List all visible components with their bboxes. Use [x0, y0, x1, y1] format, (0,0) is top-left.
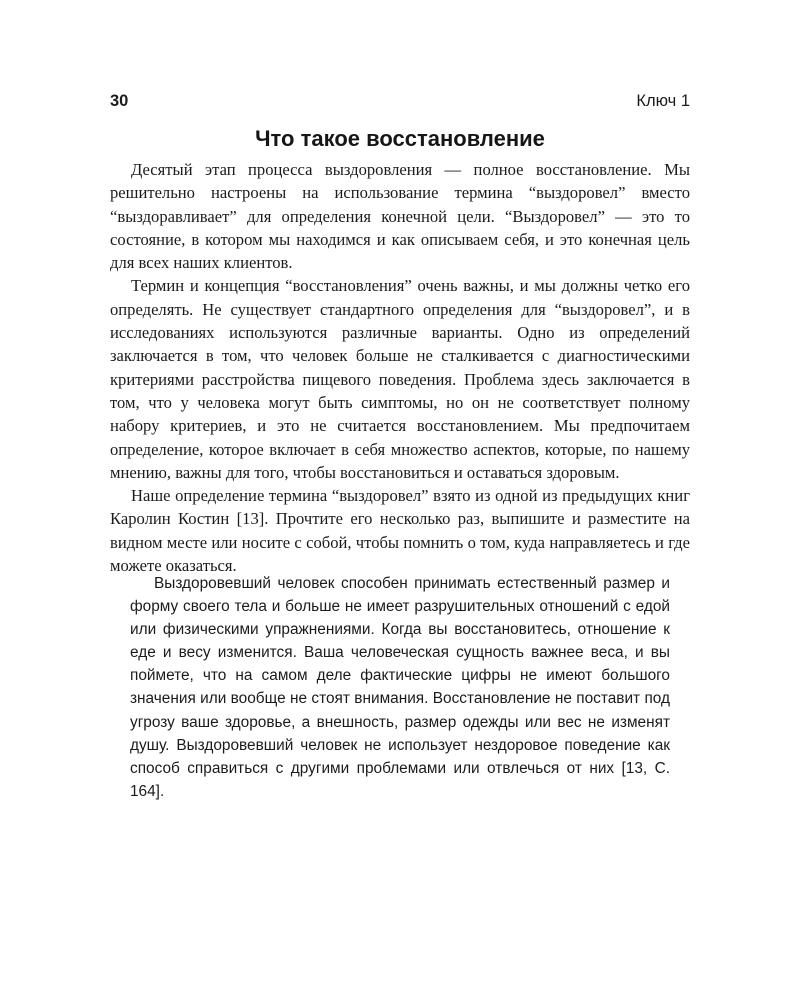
block-quote [130, 572, 670, 803]
body-text [110, 158, 690, 577]
paragraph-2: Термин и концепция “восстановления” очень важны, и мы должны четко его определять. Не существует стандартного определения для “выздоровел”, и в исследованиях используются различные варианты. Одно из определений заключается в том, что человек больше не сталкивается с диагностическими критериями расстройства пищевого поведения. Проблема здесь заключается в том, что у человека могут быть симптомы, но он не соответствует полному набору критериев, и это не считается восстановлением. Мы предпочитаем определение, которое включает в себя множество аспектов, которые, по нашему мнению, важны для того, чтобы восстановиться и оставаться здоровым. [110, 276, 690, 482]
paragraph-3: Наше определение термина “выздоровел” взято из одной из предыдущих книг Каролин Костин [13]. Прочтите его несколько раз, выпишите и разместите на видном месте или носите с собой, чтобы помнить о том, куда направляетесь и где можете оказаться. [110, 486, 690, 576]
paragraph-1: Десятый этап процесса выздоровления — полное восстановление. Мы решительно настроены на использование термина “выздоровел” вместо “выздоравливает” для определения конечной цели. “Выздоровел” — это то состояние, в котором мы находимся и как описываем себя, и это конечная цель для всех наших клиентов. [110, 160, 690, 273]
chapter-label: Ключ 1 [636, 92, 690, 110]
running-head [110, 92, 690, 116]
quote-text: Выздоровевший человек способен принимать естественный размер и форму своего тела и больше не имеет разрушительных отношений с едой или физическими упражнениями. Когда вы восстановитесь, отношение к еде и весу изменится. Ваша человеческая сущность важнее веса, и вы поймете, что на самом деле фактические цифры не имеют большого значения или вообще не стоят внимания. Восстановление не поставит под угрозу ваше здоровье, а внешность, размер одежды или вес не изменят душу. Выздоровевший человек не использует нездоровое поведение как способ справиться с другими проблемами или отвлечься от них [13, С. 164]. [130, 575, 670, 800]
section-title: Что такое восстановление [255, 126, 545, 151]
page-number: 30 [110, 92, 129, 110]
